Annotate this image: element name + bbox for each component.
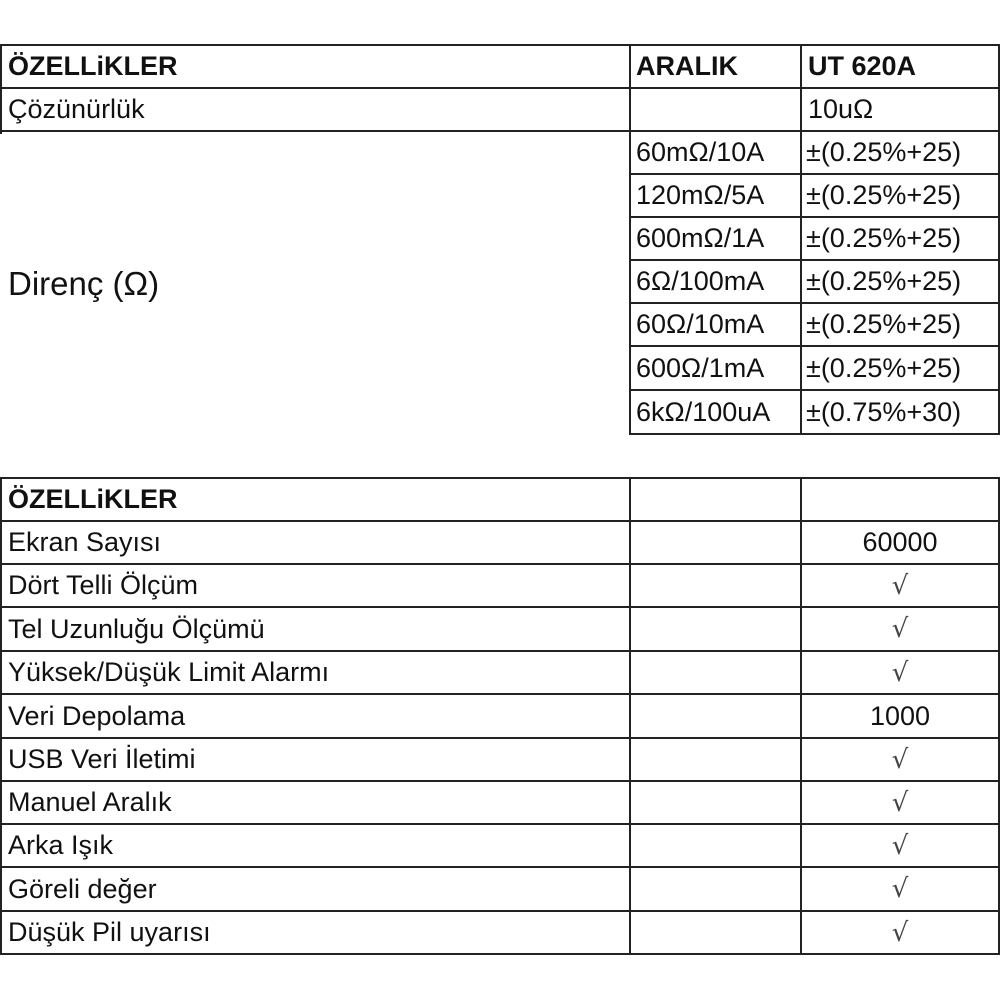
checkmark-icon: √ <box>891 744 909 775</box>
resistance-accuracy: ±(0.25%+25) <box>806 309 962 339</box>
resistance-range: 60mΩ/10A <box>636 137 765 167</box>
feature-label: Göreli değer <box>8 873 157 904</box>
table2-col-divider <box>629 477 631 955</box>
resistance-accuracy: ±(0.25%+25) <box>806 266 962 296</box>
checkmark-icon: √ <box>891 614 909 644</box>
feature-label: Tel Uzunluğu Ölçümü <box>8 613 265 644</box>
feature-value: 60000 <box>862 527 938 557</box>
table2-border-bottom <box>0 953 1000 955</box>
feature-label: Yüksek/Düşük Limit Alarmı <box>8 657 330 687</box>
checkmark-icon: √ <box>891 657 909 688</box>
table2-border-left <box>0 477 2 955</box>
resistance-range: 60Ω/10mA <box>636 309 765 339</box>
resistance-accuracy: ±(0.25%+25) <box>806 223 962 253</box>
feature-label: Manuel Aralık <box>8 787 172 817</box>
checkmark-icon: √ <box>891 830 909 861</box>
resistance-range: 6kΩ/100uA <box>636 396 771 427</box>
column-header-range <box>636 479 796 520</box>
feature-value: 1000 <box>869 700 931 731</box>
resistance-accuracy: ±(0.25%+25) <box>806 352 962 383</box>
column-header-model <box>808 479 996 520</box>
checkmark-icon: √ <box>891 570 909 601</box>
feature-label: Arka Işık <box>8 830 114 860</box>
resistance-range: 600Ω/1mA <box>636 352 765 383</box>
resolution-value: 10uΩ <box>808 94 874 124</box>
resolution-range <box>636 89 796 130</box>
column-header-model: UT 620A <box>808 51 917 81</box>
feature-label: Ekran Sayısı <box>8 527 162 557</box>
table1-col-divider <box>800 44 802 435</box>
table1-col-divider <box>629 44 631 435</box>
feature-label: Dört Telli Ölçüm <box>8 570 199 600</box>
feature-label: Veri Depolama <box>8 700 186 731</box>
resistance-range: 600mΩ/1A <box>636 223 765 253</box>
feature-label: USB Veri İletimi <box>8 744 196 774</box>
feature-label: Düşük Pil uyarısı <box>8 917 211 947</box>
resistance-range: 6Ω/100mA <box>636 266 765 296</box>
checkmark-icon: √ <box>891 917 909 948</box>
resistance-label: Direnç (Ω) <box>8 265 160 302</box>
resistance-accuracy: ±(0.75%+30) <box>806 396 962 427</box>
checkmark-icon: √ <box>891 787 909 818</box>
column-header-feature: ÖZELLiKLER <box>8 51 178 81</box>
resistance-accuracy: ±(0.25%+25) <box>806 137 962 167</box>
resistance-accuracy: ±(0.25%+25) <box>806 180 962 210</box>
checkmark-icon: √ <box>891 874 909 904</box>
column-header-feature: ÖZELLiKLER <box>8 484 178 514</box>
resistance-range: 120mΩ/5A <box>636 180 765 210</box>
table1-border-bottom <box>629 433 1000 435</box>
resolution-label: Çözünürlük <box>8 94 145 124</box>
column-header-range: ARALIK <box>636 51 738 81</box>
table1-border-left <box>0 44 2 134</box>
